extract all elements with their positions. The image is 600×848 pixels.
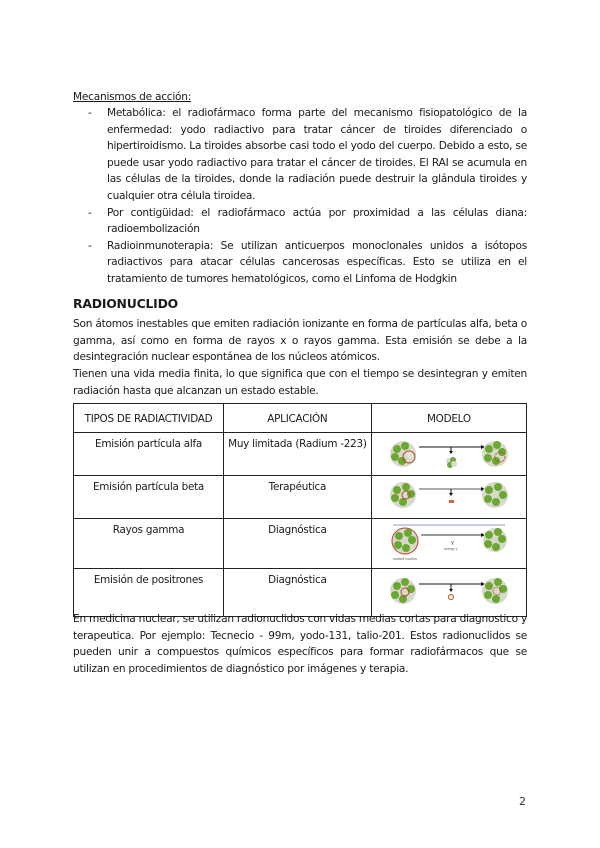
- radioactivity-table: [73, 403, 527, 617]
- page-number: 2: [519, 795, 526, 808]
- beta-decay-diagram-icon: [389, 480, 509, 512]
- table-row: [74, 569, 527, 617]
- column-header: MODELO: [371, 404, 526, 433]
- cell-modelo: [371, 476, 526, 519]
- cell-modelo: [371, 433, 526, 476]
- cell-tipo: Emisión partícula beta: [74, 476, 224, 519]
- section-heading: Mecanismos de acción:: [73, 91, 192, 103]
- table-header-row: [74, 404, 527, 433]
- table-row: [74, 519, 527, 569]
- list-item: [73, 105, 527, 205]
- gamma-decay-diagram-icon: [389, 523, 509, 563]
- cell-aplicacion: Muy limitada (Radium -223): [224, 433, 372, 476]
- positron-emission-diagram-icon: [389, 573, 509, 609]
- cell-modelo: [371, 519, 526, 569]
- section-title: RADIONUCLIDO: [73, 296, 179, 311]
- paragraph: Tienen una vida media finita, lo que significa que con el tiempo se desintegran y emiten radiación hasta que alcanzan un estado estable.: [73, 368, 527, 397]
- list-item-text: Metabólica: el radiofármaco forma parte del mecanismo fisiopatológico de la enfermedad: yodo radiactivo para tratar cáncer de tiroides diferenciado o hipertiroidismo. La tiroides absorbe casi todo el yodo del cuerpo. Debido a esto, se puede usar yodo radiactivo para tratar el cáncer de tiroides. El RAI se acumula en las células de la tiroides, donde la radiación puede destruir la glándula tiroides y cualquier otra célula tiroidea.: [107, 107, 527, 202]
- list-item: [73, 205, 527, 238]
- table-row: [74, 476, 527, 519]
- list-item-text: Por contigüidad: el radiofármaco actúa por proximidad a las células diana: radioembolización: [107, 206, 527, 236]
- svg-text:energy γ: energy γ: [443, 547, 458, 551]
- column-header: TIPOS DE RADIACTIVIDAD: [74, 404, 224, 433]
- table-row: [74, 433, 527, 476]
- cell-aplicacion: Diagnóstica: [224, 569, 372, 617]
- cell-modelo: [371, 569, 526, 617]
- cell-aplicacion: Terapéutica: [224, 476, 372, 519]
- paragraph: En medicina nuclear, se utilizan radionuclidos con vidas medias cortas para diagnostico y terapeutica. Por ejemplo: Tecnecio - 99m, yodo-131, talio-201. Estos radionuclidos se pueden unir a compuestos químicos específicos para formar radiofármacos que se utilizan en procedimientos de diagnóstico por imágenes y terapia.: [73, 613, 527, 675]
- bullet-dash: -: [88, 206, 92, 219]
- paragraph: Son átomos inestables que emiten radiación ionizante en forma de partículas alfa, beta o gamma, así como en forma de rayos x o rayos gamma. Esta emisión se debe a la desintegración nuclear espontánea de los núcleos atómicos.: [73, 318, 527, 364]
- alpha-decay-diagram-icon: [389, 437, 509, 471]
- bullet-dash: -: [88, 239, 92, 252]
- list-item: [73, 238, 527, 288]
- list-item-text: Radioinmunoterapia: Se utilizan anticuerpos monoclonales unidos a isótopos radiactivos para atacar células cancerosas específicas. Esto se utiliza en el tratamiento de tumores hematológicos, como el Linfoma de Hodgkin: [107, 239, 527, 285]
- cell-tipo: Emisión de positrones: [74, 569, 224, 617]
- cell-aplicacion: Diagnóstica: [224, 519, 372, 569]
- column-header: APLICACIÓN: [224, 404, 372, 433]
- svg-text:γ: γ: [450, 540, 454, 546]
- svg-text:excited nucleus: excited nucleus: [392, 557, 417, 561]
- cell-tipo: Emisión partícula alfa: [74, 433, 224, 476]
- cell-tipo: Rayos gamma: [74, 519, 224, 569]
- bullet-dash: -: [88, 107, 92, 119]
- mechanisms-list: [73, 105, 527, 288]
